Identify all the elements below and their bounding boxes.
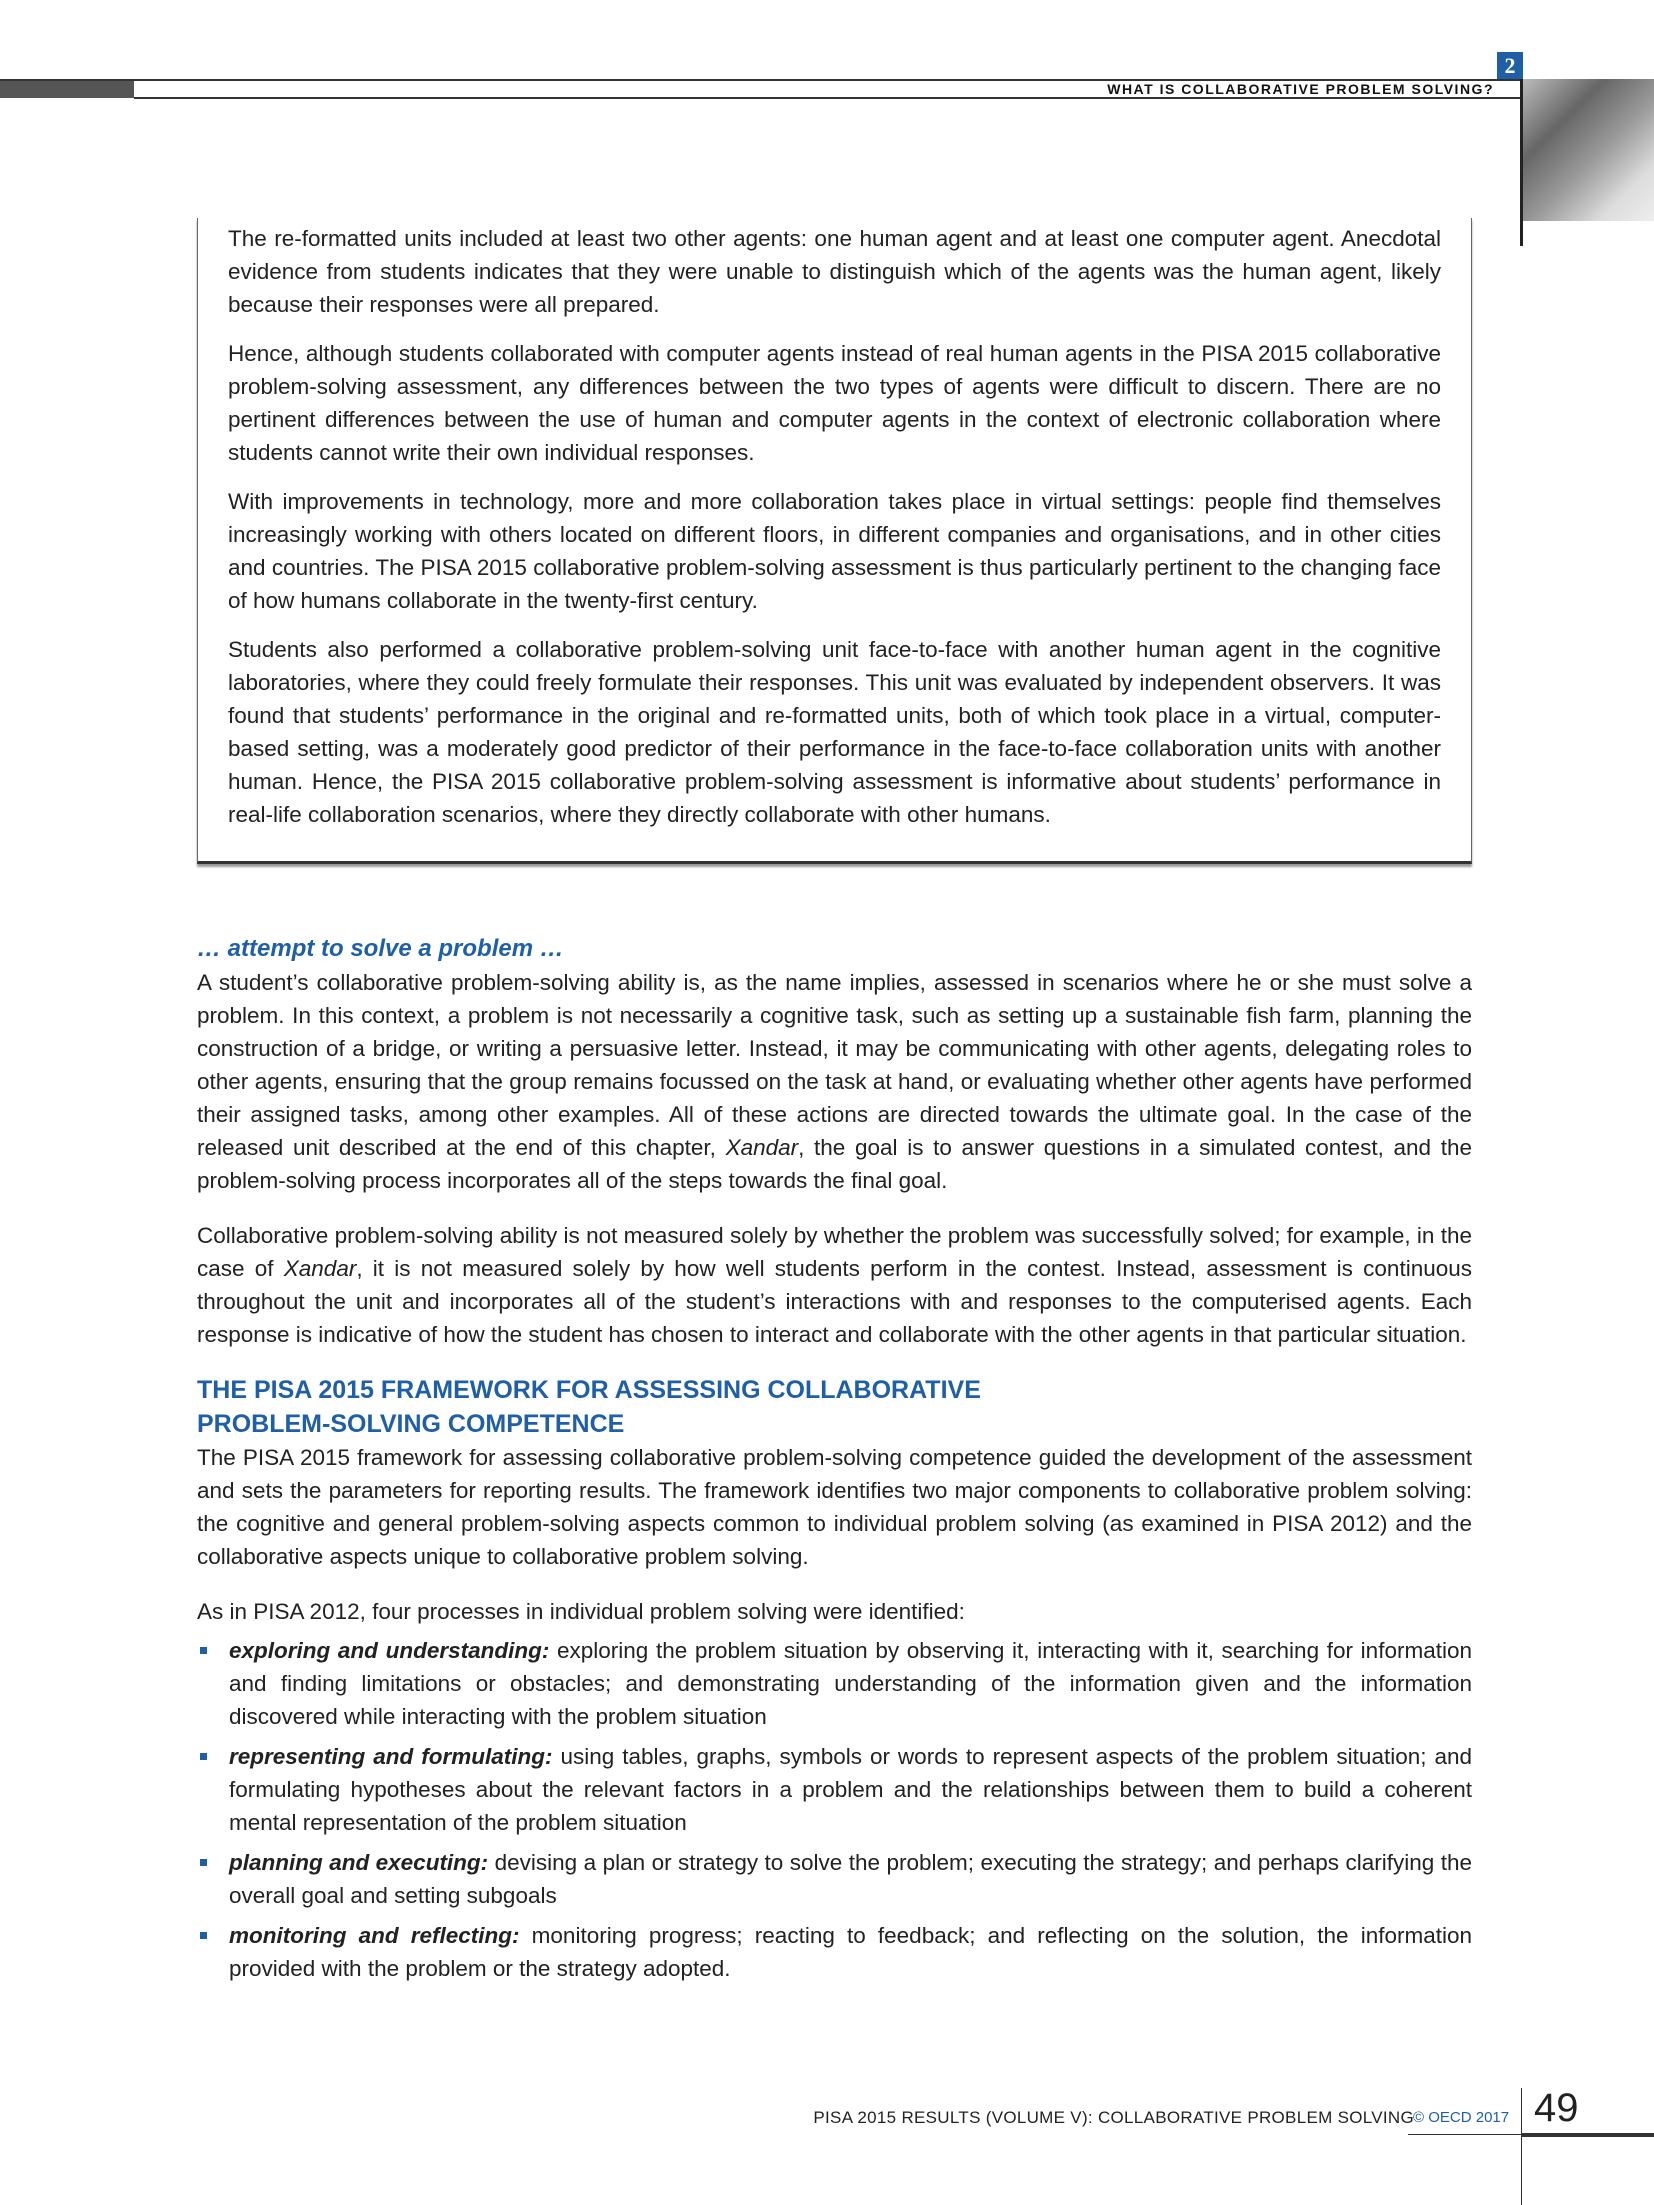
footer-thick-rule (1522, 2133, 1654, 2137)
body-paragraph: As in PISA 2012, four processes in individual problem solving were identified: (197, 1599, 965, 1624)
unit-name: Xandar (283, 1256, 357, 1281)
footer-title: PISA 2015 RESULTS (VOLUME V): COLLABORATIVE PROBLEM SOLVING (813, 2108, 1414, 2127)
section-heading (197, 1373, 1472, 1441)
box-paragraph: Hence, although students collaborated with computer agents instead of real human agents in the PISA 2015 collaborative problem-solving assessment, any differences between the two types of agents were difficult to discern. There are no pertinent differences between the use of human and computer agents in the context of electronic collaboration where students cannot write their own individual responses. (228, 341, 1441, 465)
body-paragraph: The PISA 2015 framework for assessing collaborative problem-solving competence guided the development of the assessment and sets the parameters for reporting results. The framework identifies two major components to collaborative problem solving: the cognitive and general problem-solving aspects common to individual problem solving (as examined in PISA 2012) and the collaborative aspects unique to collaborative problem solving. (197, 1445, 1472, 1569)
section-subhead: … attempt to solve a problem … (197, 935, 564, 962)
text: Collaborative problem-solving ability is not measured solely by whether the problem was successfully solved; for example, in the case of (197, 1223, 1472, 1281)
bullet-icon (200, 1647, 207, 1654)
main-content (197, 932, 1472, 1992)
text: monitoring progress; reacting to feedback; and reflecting on the solution, the information provided with the problem or the strategy adopted. (229, 1923, 1472, 1981)
box-paragraph: With improvements in technology, more and more collaboration takes place in virtual settings: people find themselves increasingly working with others located on different floors, in different companies and organisations, and in other cities and countries. The PISA 2015 collaborative problem-solving assessment is thus particularly pertinent to the changing face of how humans collaborate in the twenty-first century. (228, 489, 1441, 613)
term: exploring and understanding: (229, 1638, 550, 1663)
bullet-icon (200, 1753, 207, 1760)
text: exploring the problem situation by observing it, interacting with it, searching for information and finding limitations or obstacles; and demonstrating understanding of the information given and the information discovered while interacting with the problem situation (229, 1638, 1472, 1729)
chapter-number-badge: 2 (1497, 52, 1523, 79)
text: devising a plan or strategy to solve the problem; executing the strategy; and perhaps clarifying the overall goal and setting subgoals (229, 1850, 1472, 1908)
heading-line: PROBLEM-SOLVING COMPETENCE (197, 1410, 625, 1438)
term: planning and executing: (229, 1850, 489, 1875)
text: , the goal is to answer questions in a simulated contest, and the problem-solving process incorporates all of the steps towards the final goal. (197, 1135, 1472, 1193)
running-head: WHAT IS COLLABORATIVE PROBLEM SOLVING? (1107, 81, 1494, 97)
heading-line: THE PISA 2015 FRAMEWORK FOR ASSESSING COLLABORATIVE (197, 1376, 981, 1404)
unit-name: Xandar (725, 1135, 799, 1160)
box-paragraph: Students also performed a collaborative problem-solving unit face-to-face with another human agent in the cognitive laboratories, where they could freely formulate their responses. This unit was evaluated by independent observers. It was found that students’ performance in the original and re-formatted units, both of which took place in a virtual, computer-based setting, was a moderately good predictor of their performance in the face-to-face collaboration units with another human. Hence, the PISA 2015 collaborative problem-solving assessment is informative about students’ performance in real-life collaboration scenarios, where they directly collaborate with other humans. (228, 637, 1441, 827)
list-item (197, 1740, 1472, 1839)
footer-vertical-rule (1521, 2088, 1522, 2205)
bullet-icon (200, 1859, 207, 1866)
box-paragraph: The re-formatted units included at least two other agents: one human agent and at least one computer agent. Anecdotal evidence from students indicates that they were unable to distinguish which of the agents was the human agent, likely because their responses were all prepared. (228, 226, 1441, 317)
text: A student’s collaborative problem-solving ability is, as the name implies, assessed in scenarios where he or she must solve a problem. In this context, a problem is not necessarily a cognitive task, such as setting up a sustainable fish farm, planning the construction of a bridge, or writing a persuasive letter. Instead, it may be communicating with other agents, delegating roles to other agents, ensuring that the group remains focussed on the task at hand, or evaluating whether other agents have performed their assigned tasks, among other examples. All of these actions are directed towards the ultimate goal. In the case of the released unit described at the end of this chapter, (197, 970, 1472, 1160)
chapter-photo (1523, 79, 1654, 221)
text: , it is not measured solely by how well students perform in the contest. Instead, assessment is continuous throughout the unit and incorporates all of the student’s interactions with and responses to the computerised agents. Each response is indicative of how the student has chosen to interact and collaborate with the other agents in that particular situation. (197, 1256, 1472, 1347)
info-box (197, 218, 1472, 864)
body-paragraph (197, 966, 1472, 1197)
process-list (197, 1634, 1472, 1985)
body-paragraph (197, 1219, 1472, 1351)
bullet-icon (200, 1932, 207, 1939)
footer-copyright: © OECD 2017 (1413, 2109, 1510, 2126)
footer-underline (1408, 2134, 1521, 2135)
list-item (197, 1634, 1472, 1733)
list-item (197, 1846, 1472, 1912)
term: monitoring and reflecting: (229, 1923, 520, 1948)
page-number: 49 (1534, 2086, 1579, 2130)
list-item (197, 1919, 1472, 1985)
header-gray-block (0, 80, 134, 98)
term: representing and formulating: (229, 1744, 553, 1769)
text: using tables, graphs, symbols or words to represent aspects of the problem situation; and formulating hypotheses about the relevant factors in a problem and the relationships between them to build a coherent mental representation of the problem situation (229, 1744, 1472, 1835)
